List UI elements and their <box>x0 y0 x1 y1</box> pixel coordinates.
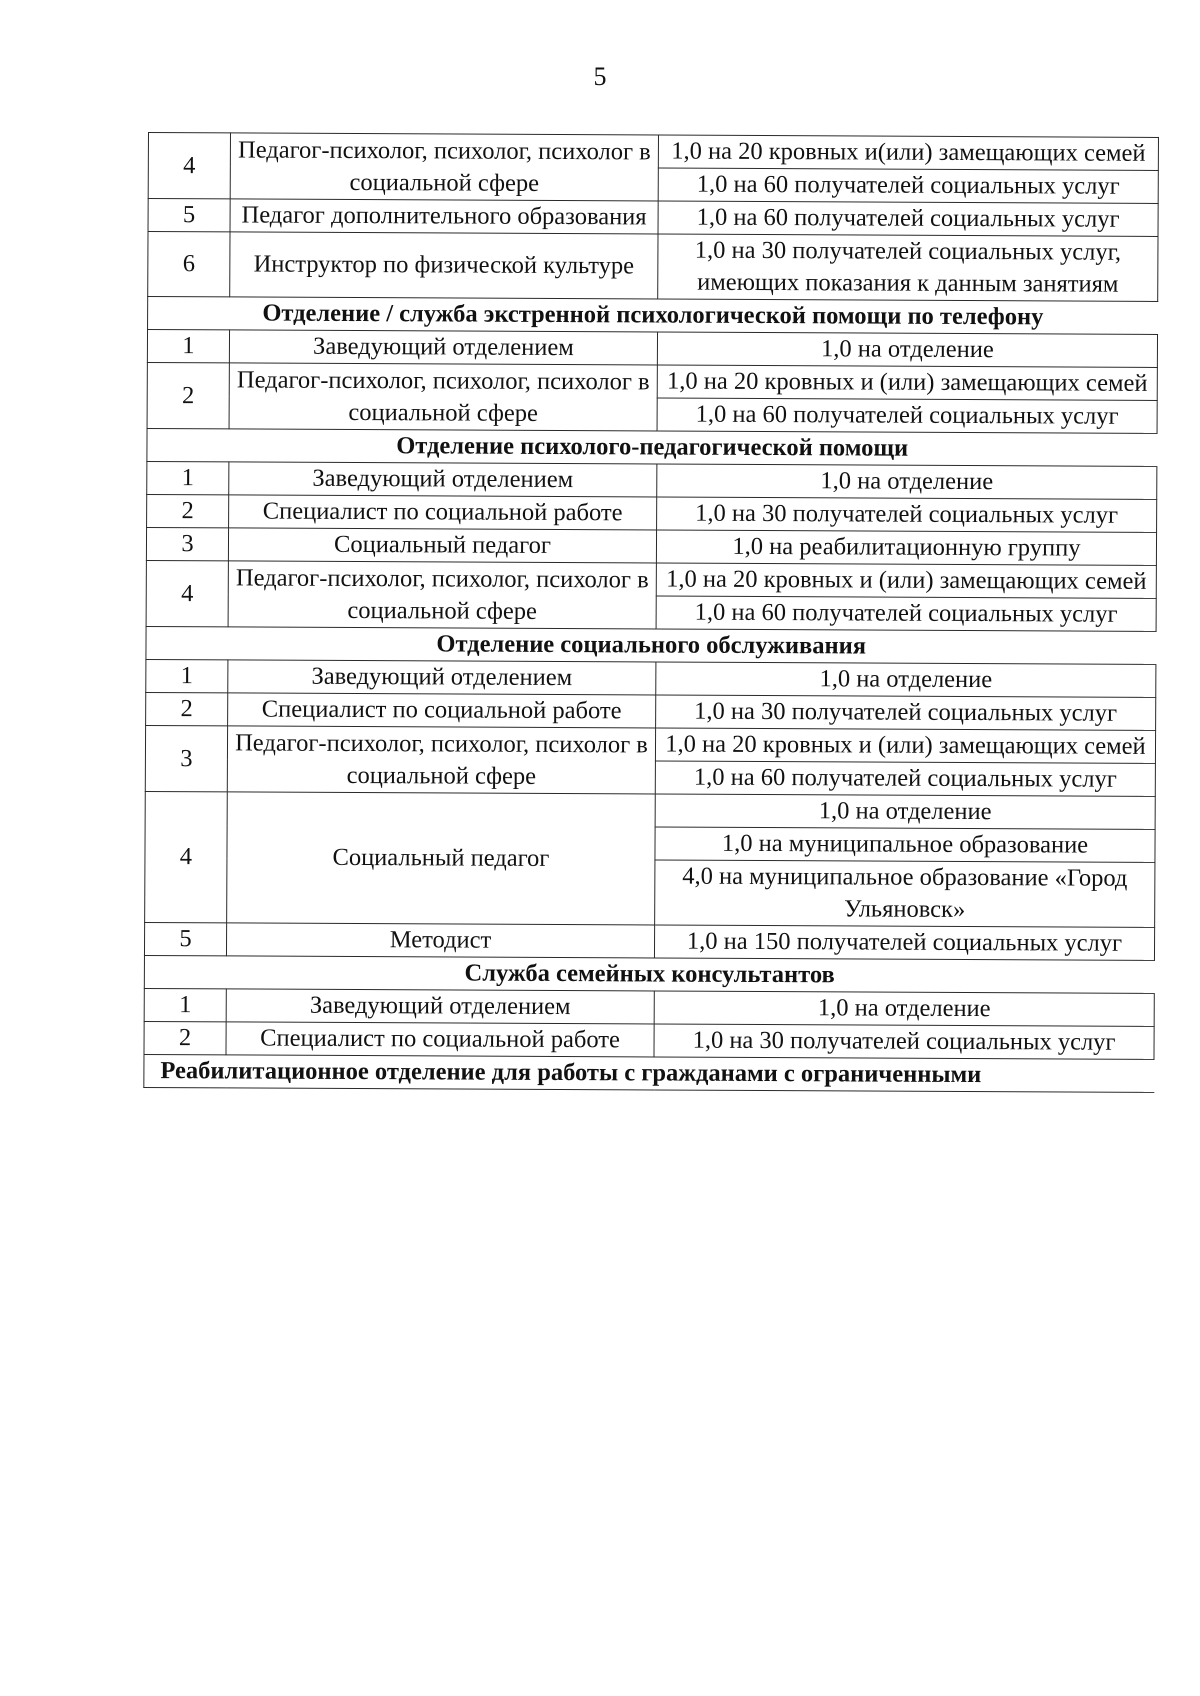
row-number: 5 <box>148 199 230 232</box>
staffing-norm: 1,0 на 30 получателей социальных услуг <box>654 1024 1154 1059</box>
section-title: Отделение психолого-педагогической помощи <box>147 428 1157 466</box>
row-number: 2 <box>147 494 229 527</box>
table-body <box>144 133 1159 1093</box>
row-number: 1 <box>146 659 228 692</box>
section-header-row <box>144 955 1154 993</box>
row-number: 3 <box>146 527 228 560</box>
staffing-norm: 4,0 на муниципальное образование «Город Ульяновск» <box>655 860 1155 927</box>
table-row <box>145 725 1155 763</box>
position-title: Социальный педагог <box>227 792 656 925</box>
section-header-row <box>144 1054 1154 1092</box>
staffing-norm: 1,0 на отделение <box>656 662 1156 697</box>
staffing-norm: 1,0 на 60 получателей социальных услуг <box>658 201 1158 236</box>
staffing-norm: 1,0 на 20 кровных и(или) замещающих семей <box>658 135 1158 170</box>
position-title: Заведующий отделением <box>229 330 657 365</box>
section-title: Служба семейных консультантов <box>144 955 1154 993</box>
table-row <box>146 527 1156 565</box>
position-title: Специалист по социальной работе <box>226 1022 654 1057</box>
staffing-norm: 1,0 на 60 получателей социальных услуг <box>655 761 1155 796</box>
staffing-norm: 1,0 на 20 кровных и (или) замещающих семей <box>656 563 1156 598</box>
table-row <box>144 988 1154 1026</box>
row-number: 1 <box>147 461 229 494</box>
staffing-norm: 1,0 на 20 кровных и (или) замещающих семей <box>657 365 1157 400</box>
staffing-norm: 1,0 на 30 получателей социальных услуг, имеющих показания к данным занятиям <box>658 234 1158 301</box>
staffing-norm: 1,0 на отделение <box>655 794 1155 829</box>
table-row <box>144 922 1154 960</box>
staffing-norm: 1,0 на реабилитационную группу <box>656 530 1156 565</box>
staffing-norm: 1,0 на 150 получателей социальных услуг <box>654 925 1154 960</box>
table-row <box>148 199 1158 237</box>
row-number: 4 <box>146 560 228 626</box>
position-title: Методист <box>226 923 654 958</box>
row-number: 6 <box>148 232 230 297</box>
row-number: 4 <box>145 791 228 922</box>
row-number: 5 <box>144 922 226 955</box>
staffing-norm: 1,0 на 30 получателей социальных услуг <box>656 695 1156 730</box>
row-number: 1 <box>144 988 226 1021</box>
table-row <box>144 1021 1154 1059</box>
staffing-norm: 1,0 на 30 получателей социальных услуг <box>657 497 1157 532</box>
position-title: Инструктор по физической культуре <box>230 232 658 299</box>
table-row <box>146 659 1156 697</box>
row-number: 1 <box>147 330 229 363</box>
position-title: Социальный педагог <box>228 528 656 563</box>
staffing-norm: 1,0 на 60 получателей социальных услуг <box>657 398 1157 433</box>
table-row <box>146 560 1156 598</box>
position-title: Специалист по социальной работе <box>229 495 657 530</box>
section-title: Отделение социального обслуживания <box>146 626 1156 664</box>
page-number: 5 <box>593 62 607 91</box>
table-row <box>146 692 1156 730</box>
section-title: Отделение / служба экстренной психологической помощи по телефону <box>148 297 1158 335</box>
staffing-norm: 1,0 на отделение <box>657 464 1157 499</box>
table-row <box>148 232 1158 302</box>
position-title: Педагог-психолог, психолог, психолог в социальной сфере <box>228 561 656 629</box>
section-title: Реабилитационное отделение для работы с гражданами с ограниченными <box>144 1054 1154 1092</box>
table-row <box>147 461 1157 499</box>
table-row <box>147 362 1157 400</box>
staffing-norm: 1,0 на отделение <box>654 991 1154 1026</box>
section-header-row <box>147 428 1157 466</box>
position-title: Педагог-психолог, психолог, психолог в социальной сфере <box>229 363 657 431</box>
row-number: 2 <box>146 692 228 725</box>
position-title: Педагог дополнительного образования <box>230 199 658 234</box>
table-row <box>147 494 1157 532</box>
row-number: 3 <box>145 725 227 791</box>
table-row <box>147 330 1157 368</box>
staffing-norm: 1,0 на 20 кровных и (или) замещающих семей <box>655 728 1155 763</box>
position-title: Специалист по социальной работе <box>228 693 656 728</box>
staffing-norm: 1,0 на отделение <box>657 332 1157 367</box>
section-header-row <box>148 297 1158 335</box>
table-row <box>145 791 1155 829</box>
staffing-norms-table <box>143 132 1159 1093</box>
staffing-norm: 1,0 на 60 получателей социальных услуг <box>658 168 1158 203</box>
row-number: 4 <box>148 133 230 199</box>
position-title: Педагог-психолог, психолог, психолог в социальной сфере <box>227 726 655 794</box>
row-number: 2 <box>147 362 229 428</box>
position-title: Заведующий отделением <box>226 989 654 1024</box>
position-title: Заведующий отделением <box>228 660 656 695</box>
table-row <box>148 133 1158 171</box>
position-title: Педагог-психолог, психолог, психолог в социальной сфере <box>230 133 658 201</box>
staffing-norm: 1,0 на муниципальное образование <box>655 827 1155 862</box>
position-title: Заведующий отделением <box>229 462 657 497</box>
staffing-norm: 1,0 на 60 получателей социальных услуг <box>656 596 1156 631</box>
section-header-row <box>146 626 1156 664</box>
row-number: 2 <box>144 1021 226 1054</box>
